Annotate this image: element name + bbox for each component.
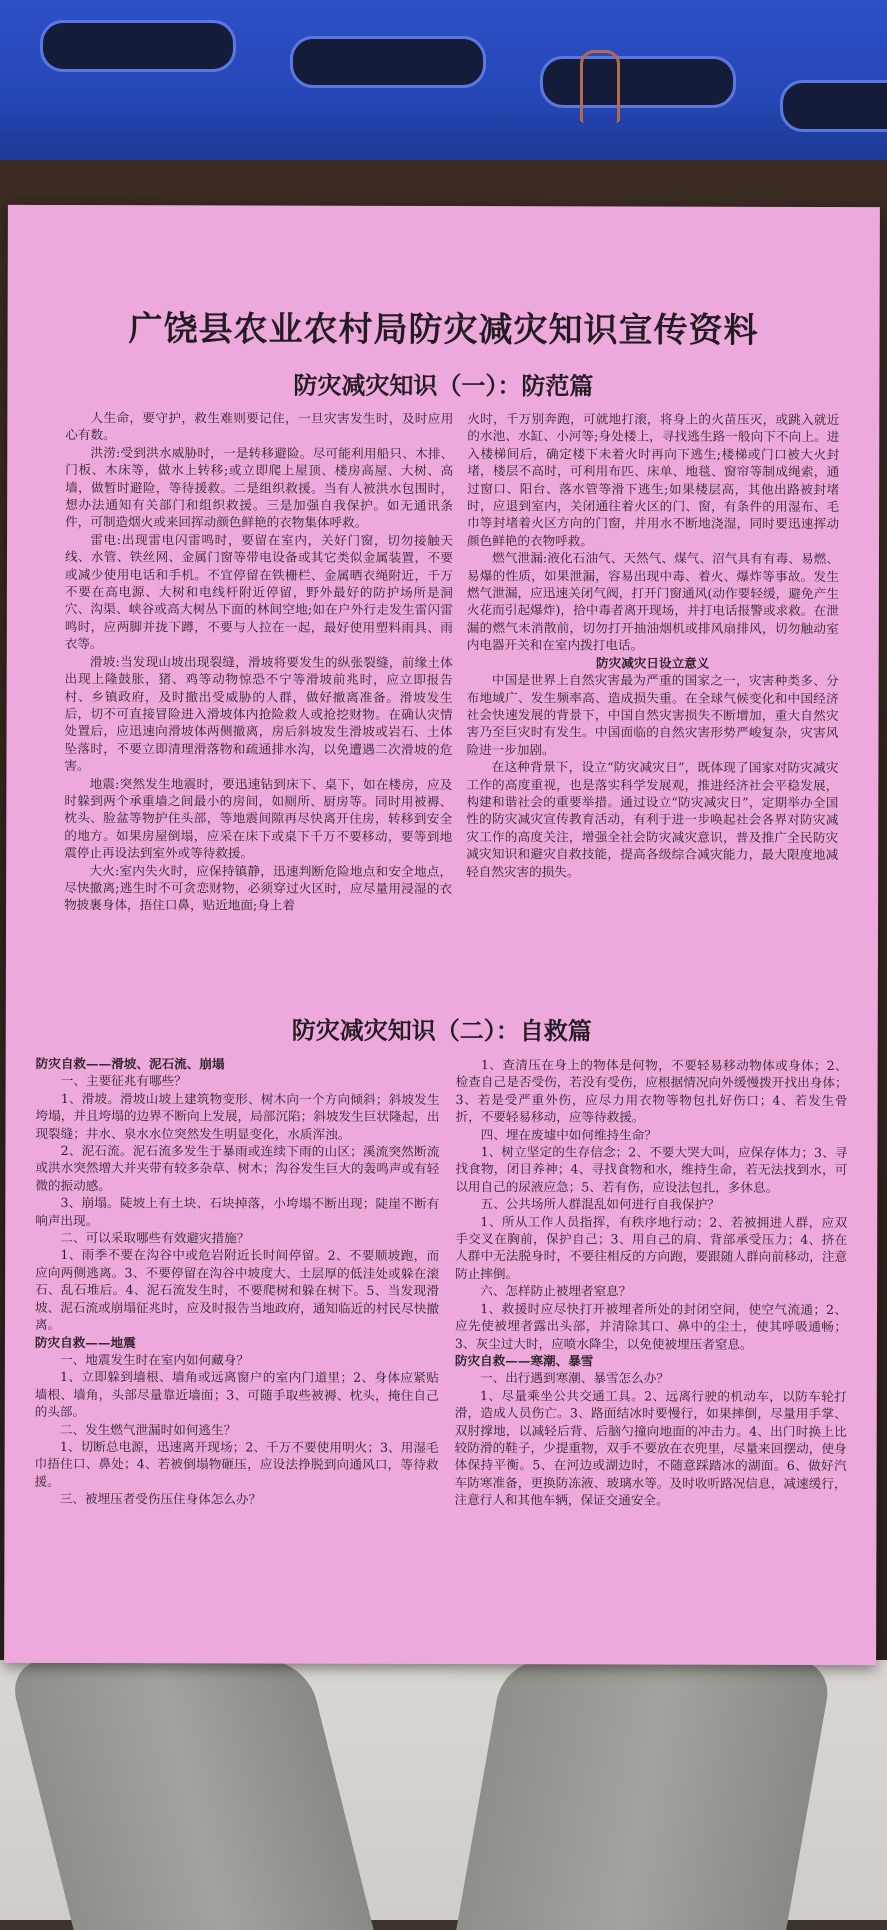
paragraph: 1、滑坡。滑坡山坡上建筑物变形、树木向一个方向倾斜；斜坡发生垮塌，并且垮塌的边界不断向上发展，局部沉陷；斜坡发生巨状隆起，出现裂缝；井水、泉水水位突然发生明显变化，水质浑浊。: [35, 1090, 440, 1142]
paragraph: 中国是世界上自然灾害最为严重的国家之一，灾害种类多、分布地域广、发生频率高、造成损失重。在全球气候变化和中国经济社会快速发展的背景下，中国自然灾害损失不断增加，重大自然灾害乃至巨灾时有发生。中国面临的自然灾害形势严峻复杂，灾害风险进一步加剧。: [466, 672, 839, 758]
paragraph: 地震:突然发生地震时，要迅速钻到床下、桌下，如在楼房，应及时躲到两个承重墙之间最小的房间，如厕所、厨房等。同时用被褥、枕头、脸盆等物护住头部，等地震间隙再尽快离开住房，转移到安全的地方。如果房屋倒塌，应采在床下或桌下千万不要移动，要等到地震停止再设法到室外或等待救援。: [64, 775, 453, 861]
question: 二、发生燃气泄漏时如何逃生？: [59, 1421, 237, 1437]
question: 一、地震发生时在室内如何藏身？: [60, 1351, 250, 1368]
question: 六、怎样防止被埋者窒息？: [480, 1283, 632, 1299]
blue-tray: [0, 0, 887, 170]
paragraph: 大火:室内失火时，应保持镇静，迅速判断危险地点和安全地点，尽快撤离;逃生时不可贪恋财物，必须穿过火区时，应尽量用浸湿的衣物披裹身体，捂住口鼻，贴近地面;身上着: [64, 862, 453, 913]
paragraph: 火时，千万别奔跑，可就地打滚，将身上的火苗压灭，或跳入就近的水池、水缸、小河等;身处楼上，寻找逃生路一般向下不向上。进入楼梯间后，确定楼下未着火时再向下逃生;楼梯或门口被大火封堵，楼层不高时，可利用布匹、床单、地毯、窗帘等制成绳索，通过窗口、阳台、落水管等滑下逃生;如果楼层高，其他出路被封堵时，应退到室内，关闭通往着火区的门、窗，有条件的用湿布、毛巾等封堵着火区方向的门窗，并用水不断地浇湿，同时要迅速挥动颜色鲜艳的衣物呼救。: [467, 411, 840, 549]
section2-right-column: [454, 1056, 848, 1657]
paragraph: 洪涝:受到洪水威胁时，一是转移避险。尽可能利用船只、木排、门板、木床等，做水上转移;或立即爬上屋顶、楼房高屋、大树、高墙，做暂时避险，等待援救。二是组织救援。当有人被洪水包围时，想办法通知有关部门和组织救援。三是加强自我保护。如无通讯条件，可制造烟火或来回挥动颜色鲜艳的衣物集体呼救。: [65, 444, 454, 531]
paragraph: 雷电:出现雷电闪雷鸣时，要留在室内，关好门窗，切勿接触天线、水管、铁丝网、金属门窗等带电设备或其它类似金属装置，不要或减少使用电话和手机。不宜停留在铁栅栏、金属晒衣绳附近，千万不要在高电源、大树和电线杆附近停留，野外最好的防护场所是洞穴、沟渠、峡谷或高大树丛下面的林间空地;如在户外行走发生雷闪雷鸣时，应两脚并拢下蹲，不要与人拉在一起，最好使用塑料雨具、雨衣等。: [64, 531, 454, 652]
section2-left-column: [34, 1055, 440, 1656]
binder-clip: [580, 50, 620, 123]
subheading-disaster-day: 防灾减灾日设立意义: [596, 655, 710, 671]
question: 三、被埋压者受伤压住身体怎么办？: [59, 1491, 262, 1507]
paragraph: 滑坡:当发现山坡出现裂缝，滑坡将要发生的纵张裂缝，前缘土体出现上隆鼓胀，猪、鸡等动物惊恐不宁等滑坡前兆时，应立即报告村、乡镇政府，及时撤出受威胁的人群，做好撤离准备。滑坡发生后，切不可直接冒险进入滑坡体内抢险救人或抢挖财物。在确认灾情处置后，应迅速向滑坡体两侧撤离，房后斜坡发生滑坡或岩石、土体坠落时，不要立即清理滑落物和疏通排水沟，以免遭遇二次滑坡的危害。: [64, 653, 453, 774]
question: 四、埋在废墟中如何维持生命？: [480, 1126, 657, 1143]
paragraph: 1、尽量乘坐公共交通工具。2、远离行驶的机动车，以防车轮打滑，造成人员伤亡。3、路面结冰时要慢行，如果摔倒，尽量用手掌、双肘撑地，以减轻后背、后脑勺撞向地面的冲击力。4、出门时换上比较防滑的鞋子，少提重物，双手不要放在衣兜里，尽量来回摆动，使身体保持平衡。5、在河边或湖边时，不随意踩踏冰的湖面。6、做好汽车防寒准备，更换防冻液、玻璃水等。及时收听路况信息，减速缓行，注意行人和其他车辆，保证交通安全。: [454, 1387, 847, 1508]
paragraph: 1、切断总电源，迅速离开现场；2、千万不要使用明火；3、用湿毛巾捂住口、鼻处；4、若被倒塌物砸压，应设法挣脱到向通风口，等待救援。: [34, 1438, 439, 1489]
document-title: 广饶县农业农村局防灾减灾知识宣传资料: [128, 309, 759, 351]
question: 一、出行遇到寒潮、暴雪怎么办？: [480, 1370, 669, 1386]
paragraph: 1、立即躲到墙根、墙角或远离窗户的室内门道里；2、身体应紧贴墙根、墙角，头部尽量靠近墙面；3、可随手取些被褥、枕头，掩住自己的头部。: [34, 1369, 439, 1420]
paragraph: 燃气泄漏:液化石油气、天然气、煤气、沼气具有有毒、易燃、易爆的性质，如果泄漏，容易出现中毒、着火、爆炸等事故。发生燃气泄漏，应迅速关闭气阀，打开门窗通风(动作要轻缓，避免产生火花而引起爆炸)，拾中毒者离开现场，并打电话报警或求救。在泄漏的燃气未消散前，切勿打开抽油烟机或排风扇排风，切勿触动室内电器开关和在室内拨打电话。: [466, 550, 840, 653]
subheading: 防灾自救——地震: [34, 1334, 136, 1350]
section1-heading: 防灾减灾知识（一）：防范篇: [293, 370, 594, 401]
paragraph: 人生命，要守护，救生难则要记住，一旦灾害发生时，及时应用心有数。: [65, 410, 454, 443]
paragraph: 1、树立坚定的生存信念；2、不要大哭大叫，应保存体力；3、寻找食物，闭目养神；4、寻找食物和水，维持生命，若无法找到水，可以用自己的尿液应急；5、若有伤，应设法包扎，多休息。: [455, 1144, 848, 1195]
question: 二、可以采取哪些有效避灾措施？: [60, 1230, 250, 1246]
question: 五、公共场所人群混乱如何进行自我保护？: [480, 1196, 720, 1212]
tray-slot: [290, 36, 486, 88]
section2-heading: 防灾减灾知识（二）：自救篇: [291, 1015, 592, 1046]
subheading: 防灾自救——滑坡、泥石流、崩塌: [35, 1055, 225, 1072]
paragraph: 1、查清压在身上的物体是何物，不要轻易移动物体或身体；2、检查自己是否受伤，若没有受伤，应根据情况向外缓慢拨开找出身体；3、若是受严重外伤，应尽力用衣物等物包扎好伤口；4、若发生骨折，不要轻易移动，应等待救援。: [455, 1057, 848, 1125]
paragraph: 1、所从工作人员指挥，有秩序地行动；2、若被拥进人群，应双手交叉在胸前，保护自己；3、用自己的肩、背部承受压力；4、挤在人群中无法脱身时，不要往相反的方向跑，要跟随人群向前移动，注意防止摔倒。: [455, 1213, 848, 1282]
paragraph: 2、泥石流。泥石流多发生于暴雨或连续下雨的山区；溪流突然断流或洪水突然增大并夹带有较多杂草、树木；沟谷发生巨大的轰鸣声或有轻微的振动感。: [35, 1143, 440, 1193]
paragraph: 1、救援时应尽快打开被埋者所处的封闭空间，使空气流通；2、应先使被埋者露出头部，并清除其口、鼻中的尘土，使其呼吸通畅；3、灰尘过大时，应喷水降尘，以免使被埋压者窒息。: [454, 1300, 848, 1352]
paragraph: 在这种背景下，设立“防灾减灾日”，既体现了国家对防灾减灾工作的高度重视，也是落实科学发展观，推进经济社会平稳发展，构建和谐社会的重要举措。通过设立“防灾减灾日”，定期举办全国性的防灾减灾宣传教育活动，有利于进一步唤起社会各界对防灾减灾工作的高度关注，增强全社会防灾减灾意识，普及推广全民防灾减灾知识和避灾自救技能，提高各级综合减灾能力，最大限度地减轻自然灾害的损失。: [466, 759, 839, 879]
subheading: 防灾自救——寒潮、暴雪: [454, 1352, 594, 1369]
tray-slot: [780, 80, 887, 132]
tray-slot: [540, 56, 736, 108]
document-sheet: [4, 205, 880, 1665]
paragraph: 1、雨季不要在沟谷中或危岩附近长时间停留。2、不要顺坡跑，而应向两侧逃离。3、不要停留在沟谷中坡度大、土层厚的低洼处或躲在滚石、乱石堆后。4、泥石流发生时，不要爬树和躲在树下。5、当发现滑坡、泥石流或崩塌征兆时，应及时报告当地政府，通知临近的村民尽快撤离。: [34, 1247, 440, 1333]
tray-slot: [40, 20, 236, 72]
question: 一、主要征兆有哪些？: [60, 1073, 187, 1089]
paragraph: 3、崩塌。陡坡上有土块、石块掉落，小垮塌不断出现；陡崖不断有响声出现。: [35, 1195, 440, 1228]
trouser-leg-right: [456, 1660, 834, 1930]
